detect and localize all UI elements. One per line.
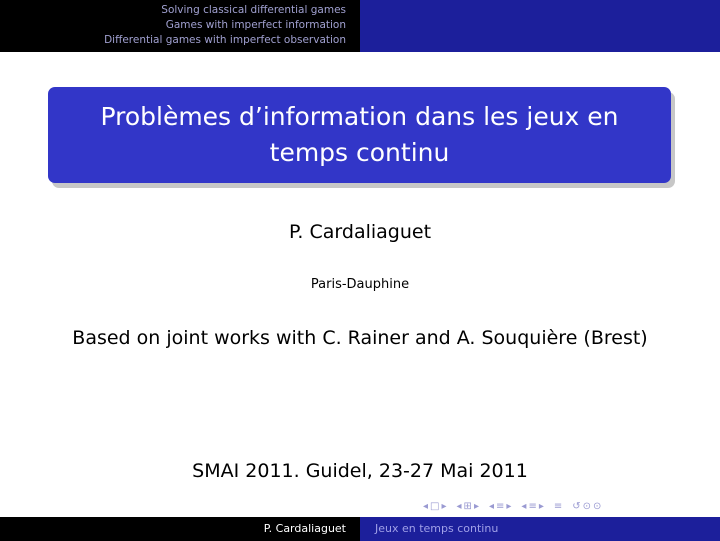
footer-short-title: Jeux en temps continu: [360, 517, 720, 541]
nav-section-2[interactable]: Games with imperfect information: [165, 19, 346, 31]
nav-next-subsection-icon[interactable]: ▸: [473, 500, 479, 512]
nav-next-section-icon[interactable]: ▸: [506, 500, 512, 512]
nav-section-1[interactable]: Solving classical differential games: [161, 4, 346, 16]
nav-prev-doc-icon[interactable]: ◂: [521, 500, 527, 512]
nav-prev-frame-icon[interactable]: ◂: [423, 500, 429, 512]
slide-footer: [0, 517, 720, 541]
title-box: [48, 87, 671, 183]
nav-section-icon[interactable]: ≡: [496, 500, 505, 512]
nav-section-3[interactable]: Differential games with imperfect observation: [104, 34, 346, 46]
nav-next-doc-icon[interactable]: ▸: [538, 500, 544, 512]
section-navigation: [0, 0, 360, 52]
nav-toc-icon[interactable]: ≡: [553, 500, 563, 512]
slide-header: [0, 0, 720, 52]
nav-next-frame-icon[interactable]: ▸: [441, 500, 447, 512]
footer-author: P. Cardaliaguet: [0, 517, 360, 541]
slide-title: Problèmes d’information dans les jeux en temps continu: [100, 102, 619, 167]
nav-search-icon[interactable]: ⊙: [593, 500, 602, 512]
author-affiliation: Paris-Dauphine: [310, 277, 410, 292]
header-right-band: [360, 0, 720, 52]
nav-doc-icon[interactable]: ≡: [528, 500, 537, 512]
nav-subsection-icon[interactable]: ⊞: [463, 500, 472, 512]
nav-back-icon[interactable]: ↺: [572, 500, 581, 512]
nav-prev-subsection-icon[interactable]: ◂: [456, 500, 462, 512]
navigation-symbols: [422, 498, 602, 514]
collaboration-note: Based on joint works with C. Rainer and A. Souquière (Brest): [72, 327, 648, 349]
nav-prev-section-icon[interactable]: ◂: [488, 500, 494, 512]
nav-frame-icon[interactable]: □: [430, 500, 440, 512]
venue-date: SMAI 2011. Guidel, 23-27 Mai 2011: [192, 460, 528, 482]
author-name: P. Cardaliaguet: [288, 221, 432, 243]
nav-zoom-icon[interactable]: ⊙: [582, 500, 592, 512]
